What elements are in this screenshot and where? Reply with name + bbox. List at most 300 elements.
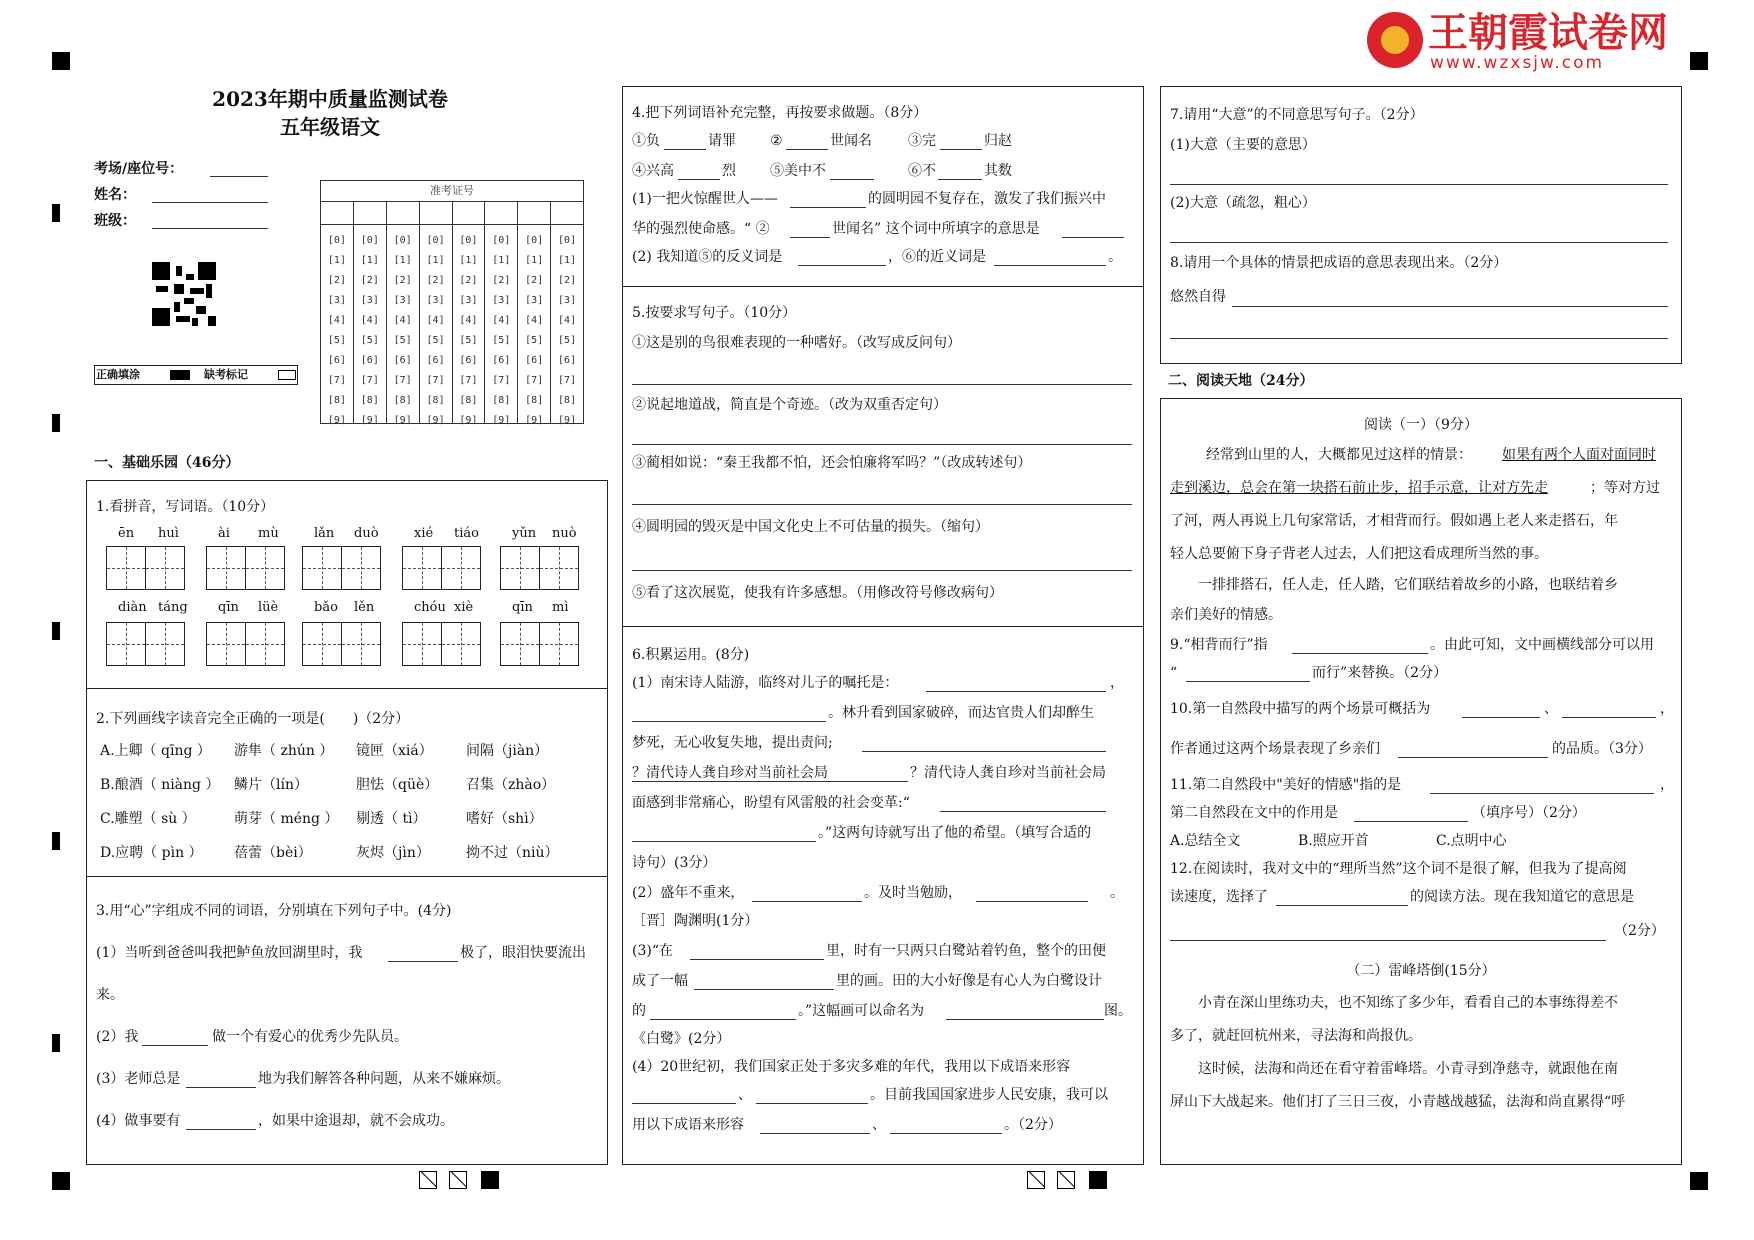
pinyin-syllable: qīn <box>512 600 533 615</box>
option-item[interactable]: C.雕塑（ sù ） <box>100 811 196 827</box>
pinyin-syllable: qīn <box>218 600 239 615</box>
pinyin-syllable: nuò <box>552 526 577 541</box>
answer-blank[interactable] <box>786 149 828 150</box>
answer-blank[interactable] <box>186 1087 256 1088</box>
id-digit-bubble[interactable]: [3] <box>327 295 346 306</box>
id-digit-bubble[interactable]: [9] <box>558 415 577 426</box>
question-text: (1)大意（主要的意思） <box>1170 137 1316 153</box>
question-text: 、 <box>738 1087 752 1103</box>
question-text: (3)“在 <box>632 943 673 959</box>
writing-grid[interactable] <box>500 622 578 666</box>
option-word: 镜匣（xiá） <box>356 743 433 759</box>
writing-cell[interactable] <box>539 622 579 666</box>
passage-text: 一排排搭石，任人走，任人踏，它们联结着故乡的小路，也联结着乡 <box>1198 577 1618 593</box>
answer-blank[interactable] <box>756 1103 868 1104</box>
writing-cell[interactable] <box>302 546 342 590</box>
pinyin-syllable: tiáo <box>454 526 479 541</box>
answer-line[interactable] <box>632 504 1132 505</box>
answer-blank[interactable] <box>798 265 886 266</box>
id-digit-bubble[interactable]: [7] <box>459 375 478 386</box>
question-text: (2) 我知道⑤的反义词是 <box>632 249 783 265</box>
id-digit-bubble[interactable]: [0] <box>558 235 577 246</box>
brand-logo-icon <box>1367 12 1423 68</box>
option-word: 嗜好（shì） <box>466 811 543 827</box>
question-text: 悠然自得 <box>1170 289 1226 305</box>
question-text: 成了一幅 <box>632 973 688 989</box>
question-text: 世闻名 <box>830 133 872 149</box>
option-c[interactable]: C.点明中心 <box>1436 833 1507 849</box>
answer-blank[interactable] <box>388 961 458 962</box>
id-digit-bubble[interactable]: [2] <box>426 275 445 286</box>
writing-grid[interactable] <box>402 622 480 666</box>
id-digit-bubble[interactable]: [6] <box>327 355 346 366</box>
question-text: 图。 <box>1104 1003 1132 1019</box>
question-text: 用以下成语来形容 <box>632 1117 744 1133</box>
id-digit-bubble[interactable]: [8] <box>459 395 478 406</box>
question-text: ， <box>1660 777 1674 793</box>
question-title: 1.看拼音，写词语。（10分） <box>96 499 275 515</box>
admission-id-label: 准考证号 <box>321 181 583 202</box>
question-text: (2)大意（疏忽，粗心） <box>1170 195 1316 211</box>
answer-blank[interactable] <box>1354 821 1468 822</box>
pinyin-syllable: xié <box>414 526 434 541</box>
answer-line[interactable] <box>1170 242 1668 243</box>
answer-blank[interactable] <box>694 989 834 990</box>
id-digit-bubble[interactable]: [6] <box>360 355 379 366</box>
timing-mark <box>52 1034 60 1052</box>
question-text: ，如果中途退却，就不会成功。 <box>258 1113 454 1129</box>
divider <box>622 626 1144 627</box>
answer-blank[interactable] <box>976 901 1088 902</box>
id-digit-column <box>321 225 354 426</box>
question-text: 面感到非常痛心，盼望有风雷般的社会变革:“ <box>632 795 910 811</box>
id-digit-bubble[interactable]: [5] <box>558 335 577 346</box>
id-entry-row[interactable] <box>321 202 583 224</box>
pinyin-syllable: lüè <box>258 600 279 615</box>
question-text: ？清代诗人龚自珍对当前社会局 <box>910 765 1106 781</box>
question-text: (4）做事要有 <box>96 1113 181 1129</box>
option-a[interactable]: A.总结全文 <box>1170 833 1241 849</box>
underlined-text: 如果有两个人面对面同时 <box>1502 447 1656 463</box>
question-text: 12.在阅读时，我对文中的“理所当然”这个词不是很了解，但我为了提高阅 <box>1170 861 1627 877</box>
question-text: 的品质。（3分） <box>1552 741 1652 757</box>
writing-grid[interactable] <box>206 622 284 666</box>
writing-grid[interactable] <box>106 546 184 590</box>
id-digit-bubble[interactable]: [6] <box>558 355 577 366</box>
question-text: ⑥不 <box>908 163 936 179</box>
option-b[interactable]: B.照应开首 <box>1298 833 1369 849</box>
writing-grid[interactable] <box>302 546 380 590</box>
question-text: 。”这两句诗就写出了他的希望。（填写合适的 <box>818 825 1092 841</box>
seat-field[interactable] <box>210 176 268 177</box>
id-digit-bubble[interactable]: [9] <box>327 415 346 426</box>
writing-cell[interactable] <box>106 546 146 590</box>
option-word: 召集（zhào） <box>466 777 556 793</box>
answer-blank[interactable] <box>632 781 908 782</box>
answer-blank[interactable] <box>790 237 830 238</box>
seat-label: 考场/座位号： <box>94 161 184 177</box>
id-digit-bubble[interactable]: [5] <box>360 335 379 346</box>
question-text: 的阅读方法。现在我知道它的意思是 <box>1410 889 1634 905</box>
question-text: 。 <box>1108 249 1122 265</box>
question-text: 请罪 <box>708 133 736 149</box>
id-digit-column <box>354 225 387 426</box>
id-digit-bubble[interactable]: [1] <box>459 255 478 266</box>
question-text: 。林升看到国家破碎，而达官贵人们却醉生 <box>828 705 1094 721</box>
registration-mark <box>52 52 70 70</box>
id-digit-bubble[interactable]: [7] <box>426 375 445 386</box>
page-mark <box>449 1171 467 1189</box>
id-digit-bubble[interactable]: [6] <box>459 355 478 366</box>
answer-blank[interactable] <box>994 265 1106 266</box>
id-digit-bubble[interactable]: [8] <box>492 395 511 406</box>
pinyin-syllable: mì <box>552 600 569 615</box>
legend-absent-label: 缺考标记 <box>204 368 248 381</box>
answer-blank[interactable] <box>938 179 982 180</box>
id-digit-bubble[interactable]: [2] <box>393 275 412 286</box>
question-text: ② <box>770 133 783 149</box>
timing-mark <box>52 832 60 850</box>
qr-code-icon <box>152 262 216 326</box>
question-text: 的圆明园不复存在，激发了我们振兴中 <box>868 191 1106 207</box>
question-text: ， <box>1660 701 1674 717</box>
pinyin-syllable: lěn <box>354 600 375 615</box>
question-title: 5.按要求写句子。（10分） <box>632 305 797 321</box>
question-text: 地为我们解答各种问题，从来不嫌麻烦。 <box>258 1071 510 1087</box>
question-text: 9.“相背而行”指 <box>1170 637 1268 653</box>
passage-text: 亲们美好的情感。 <box>1170 607 1282 623</box>
writing-grid[interactable] <box>302 622 380 666</box>
id-digit-bubble[interactable]: [4] <box>525 315 544 326</box>
question-text: ①这是别的鸟很难表现的一种嗜好。（改写成反问句） <box>632 335 961 351</box>
question-text: 世闻名” 这个词中所填字的意思是 <box>832 221 1040 237</box>
id-digit-bubble[interactable]: [7] <box>525 375 544 386</box>
id-digit-bubble[interactable]: [0] <box>360 235 379 246</box>
question-text: （填序号）（2分） <box>1472 805 1586 821</box>
question-text: 烈 <box>722 163 736 179</box>
id-digit-bubble[interactable]: [9] <box>426 415 445 426</box>
question-text: 里的画。田的大小好像是有心人为白鹭设计 <box>836 973 1102 989</box>
id-digit-bubble[interactable]: [3] <box>525 295 544 306</box>
id-digit-bubble[interactable]: [4] <box>393 315 412 326</box>
writing-cell[interactable] <box>341 546 381 590</box>
answer-line[interactable] <box>632 384 1132 385</box>
absent-mark-box[interactable] <box>278 370 296 380</box>
answer-blank[interactable] <box>862 751 1106 752</box>
writing-cell[interactable] <box>145 546 185 590</box>
writing-cell[interactable] <box>441 546 481 590</box>
answer-blank[interactable] <box>632 1103 736 1104</box>
brand-url: www.wzxsjw.com <box>1430 53 1605 73</box>
id-digit-bubble[interactable]: [3] <box>492 295 511 306</box>
id-digit-bubble[interactable]: [1] <box>360 255 379 266</box>
pinyin-syllable: ēn <box>118 526 135 541</box>
answer-blank[interactable] <box>664 149 706 150</box>
question-text: (3）老师总是 <box>96 1071 181 1087</box>
admission-id-grid <box>320 180 584 424</box>
id-digit-bubble[interactable]: [0] <box>327 235 346 246</box>
pinyin-syllable: yǔn <box>512 526 537 541</box>
answer-blank[interactable] <box>678 179 720 180</box>
id-digit-bubble[interactable]: [2] <box>327 275 346 286</box>
answer-line[interactable] <box>1170 940 1606 941</box>
id-digit-bubble[interactable]: [7] <box>327 375 346 386</box>
question-text: ③蔺相如说：“秦王我都不怕，还会怕廉将军吗？”（改成转述句） <box>632 455 1032 471</box>
id-digit-bubble[interactable]: [1] <box>327 255 346 266</box>
page-mark <box>1027 1171 1045 1189</box>
writing-cell[interactable] <box>402 622 442 666</box>
writing-cell[interactable] <box>302 622 342 666</box>
writing-cell[interactable] <box>145 622 185 666</box>
page-mark <box>1057 1171 1075 1189</box>
answer-blank[interactable] <box>1430 793 1654 794</box>
filled-sample-icon <box>170 370 190 380</box>
id-digit-bubble[interactable]: [9] <box>459 415 478 426</box>
pinyin-syllable: diàn <box>118 600 147 615</box>
id-digit-bubble[interactable]: [3] <box>393 295 412 306</box>
writing-cell[interactable] <box>402 546 442 590</box>
id-digit-column <box>420 225 453 426</box>
answer-blank[interactable] <box>1562 717 1656 718</box>
id-digit-bubble[interactable]: [6] <box>393 355 412 366</box>
pinyin-syllable: bǎo <box>314 600 338 615</box>
id-digit-bubble[interactable]: [1] <box>426 255 445 266</box>
passage-text: 了河，两人再说上几句家常话，才相背而行。假如遇上老人来走搭石，年 <box>1170 513 1618 529</box>
answer-blank[interactable] <box>1398 757 1548 758</box>
question-text: 做一个有爱心的优秀少先队员。 <box>212 1029 408 1045</box>
id-digit-bubble[interactable]: [1] <box>558 255 577 266</box>
question-text: 梦死，无心收复失地，提出责问; <box>632 735 833 751</box>
answer-blank[interactable] <box>632 721 826 722</box>
option-item[interactable]: B.酿酒（ niàng ） <box>100 777 220 793</box>
question-text: (1）当听到爸爸叫我把鲈鱼放回湖里时，我 <box>96 945 363 961</box>
question-text: ④圆明园的毁灭是中国文化史上不可估量的损失。（缩句） <box>632 519 989 535</box>
writing-cell[interactable] <box>341 622 381 666</box>
answer-blank[interactable] <box>926 691 1106 692</box>
answer-line[interactable] <box>1232 306 1668 307</box>
question-text: 第二自然段在文中的作用是 <box>1170 805 1338 821</box>
id-digit-bubble[interactable]: [7] <box>492 375 511 386</box>
question-text: 。（2分） <box>1004 1117 1062 1133</box>
answer-blank[interactable] <box>830 179 874 180</box>
answer-line[interactable] <box>632 444 1132 445</box>
registration-mark <box>1690 52 1708 70</box>
writing-cell[interactable] <box>206 622 246 666</box>
id-digit-bubble[interactable]: [2] <box>525 275 544 286</box>
id-digit-bubble[interactable]: [2] <box>492 275 511 286</box>
id-digit-bubble[interactable]: [5] <box>492 335 511 346</box>
id-digit-bubble[interactable]: [5] <box>459 335 478 346</box>
answer-blank[interactable] <box>1186 681 1310 682</box>
id-digit-bubble[interactable]: [0] <box>492 235 511 246</box>
id-bubble-columns[interactable] <box>321 224 583 426</box>
id-digit-bubble[interactable]: [8] <box>327 395 346 406</box>
question-title: 2.下列画线字读音完全正确的一项是( )（2分） <box>96 711 410 727</box>
writing-grid[interactable] <box>206 546 284 590</box>
question-text: ④兴高 <box>632 163 674 179</box>
question-text: ②说起地道战，简直是个奇迹。（改为双重否定句） <box>632 397 947 413</box>
writing-cell[interactable] <box>500 622 540 666</box>
id-digit-bubble[interactable]: [5] <box>327 335 346 346</box>
writing-cell[interactable] <box>106 622 146 666</box>
answer-blank[interactable] <box>1276 905 1408 906</box>
writing-grid[interactable] <box>402 546 480 590</box>
id-digit-bubble[interactable]: [9] <box>525 415 544 426</box>
id-digit-bubble[interactable]: [3] <box>426 295 445 306</box>
id-digit-bubble[interactable]: [5] <box>426 335 445 346</box>
id-digit-bubble[interactable]: [8] <box>558 395 577 406</box>
id-digit-bubble[interactable]: [8] <box>393 395 412 406</box>
id-digit-column <box>485 225 518 426</box>
answer-blank[interactable] <box>186 1129 256 1130</box>
timing-mark <box>52 622 60 640</box>
option-word: 鳞片（lín） <box>234 777 308 793</box>
option-word: 游隼（ zhún ） <box>234 743 334 759</box>
answer-line[interactable] <box>632 570 1132 571</box>
option-word: 间隔（jiàn） <box>466 743 549 759</box>
question-text: (1)一把火惊醒世人—— <box>632 191 778 207</box>
answer-line[interactable] <box>1170 338 1668 339</box>
question-title: 7.请用“大意”的不同意思写句子。（2分） <box>1170 107 1424 123</box>
id-digit-bubble[interactable]: [0] <box>426 235 445 246</box>
passage-text: 多了，就赶回杭州来，寻法海和尚报仇。 <box>1170 1028 1422 1044</box>
question-text: 11.第二自然段中"美好的情感"指的是 <box>1170 777 1402 793</box>
divider <box>86 876 608 877</box>
id-digit-bubble[interactable]: [6] <box>426 355 445 366</box>
writing-cell[interactable] <box>245 622 285 666</box>
id-digit-bubble[interactable]: [0] <box>393 235 412 246</box>
question-text: 。”这幅画可以命名为 <box>798 1003 925 1019</box>
id-digit-bubble[interactable]: [2] <box>558 275 577 286</box>
answer-blank[interactable] <box>760 1133 870 1134</box>
pinyin-syllable: chóu <box>414 600 446 615</box>
question-text: 华的强烈使命感。“ ② <box>632 221 770 237</box>
name-field[interactable] <box>152 202 268 203</box>
id-digit-bubble[interactable]: [4] <box>360 315 379 326</box>
answer-blank[interactable] <box>1062 237 1124 238</box>
question-text: 。 <box>1110 885 1124 901</box>
writing-cell[interactable] <box>206 546 246 590</box>
question-text: ，⑥的近义词是 <box>888 249 986 265</box>
question-text: (4）20世纪初，我们国家正处于多灾多难的年代，我用以下成语来形容 <box>632 1059 1071 1075</box>
id-digit-bubble[interactable]: [7] <box>393 375 412 386</box>
id-digit-bubble[interactable]: [8] <box>360 395 379 406</box>
answer-blank[interactable] <box>142 1045 208 1046</box>
id-digit-bubble[interactable]: [4] <box>426 315 445 326</box>
writing-grid[interactable] <box>106 622 184 666</box>
writing-cell[interactable] <box>539 546 579 590</box>
answer-blank[interactable] <box>940 149 982 150</box>
question-text: 《白鹭》(2分） <box>632 1031 731 1047</box>
id-digit-bubble[interactable]: [5] <box>393 335 412 346</box>
id-digit-bubble[interactable]: [7] <box>558 375 577 386</box>
answer-blank[interactable] <box>940 811 1106 812</box>
id-digit-bubble[interactable]: [9] <box>393 415 412 426</box>
id-digit-bubble[interactable]: [3] <box>558 295 577 306</box>
id-digit-bubble[interactable]: [0] <box>459 235 478 246</box>
question-text: 的 <box>632 1003 646 1019</box>
answer-blank[interactable] <box>632 841 816 842</box>
id-digit-bubble[interactable]: [3] <box>360 295 379 306</box>
id-digit-bubble[interactable]: [5] <box>525 335 544 346</box>
id-digit-bubble[interactable]: [9] <box>492 415 511 426</box>
id-digit-bubble[interactable]: [4] <box>459 315 478 326</box>
id-digit-bubble[interactable]: [1] <box>393 255 412 266</box>
writing-cell[interactable] <box>245 546 285 590</box>
id-digit-bubble[interactable]: [3] <box>459 295 478 306</box>
passage-text: 屏山下大战起来。他们打了三日三夜，小青越战越猛，法海和尚直累得“呼 <box>1170 1094 1626 1110</box>
passage-text: 轻人总要俯下身子背老人过去，人们把这看成理所当然的事。 <box>1170 546 1548 562</box>
question-text: 其数 <box>984 163 1012 179</box>
id-digit-bubble[interactable]: [7] <box>360 375 379 386</box>
id-digit-bubble[interactable]: [2] <box>360 275 379 286</box>
question-text: ⑤美中不 <box>770 163 826 179</box>
id-digit-bubble[interactable]: [4] <box>558 315 577 326</box>
id-digit-bubble[interactable]: [2] <box>459 275 478 286</box>
answer-blank[interactable] <box>1462 717 1540 718</box>
id-digit-bubble[interactable]: [4] <box>327 315 346 326</box>
id-digit-bubble[interactable]: [0] <box>525 235 544 246</box>
brand-name: 王朝霞试卷网 <box>1428 10 1668 56</box>
question-text: 读速度，选择了 <box>1170 889 1268 905</box>
id-digit-bubble[interactable]: [1] <box>492 255 511 266</box>
registration-mark <box>1690 1172 1708 1190</box>
question-text: 作者通过这两个场景表现了乡亲们 <box>1170 741 1380 757</box>
pinyin-syllable: mù <box>258 526 279 541</box>
class-field[interactable] <box>152 228 268 229</box>
question-text: (1）南宋诗人陆游，临终对儿子的嘱托是： <box>632 675 899 691</box>
id-digit-bubble[interactable]: [4] <box>492 315 511 326</box>
id-digit-bubble[interactable]: [6] <box>492 355 511 366</box>
pinyin-syllable: huì <box>158 526 179 541</box>
answer-blank[interactable] <box>790 207 866 208</box>
writing-cell[interactable] <box>500 546 540 590</box>
question-text: (2）盛年不重来， <box>632 885 745 901</box>
answer-line[interactable] <box>1170 184 1668 185</box>
answer-blank[interactable] <box>890 1133 1002 1134</box>
option-word: 萌芽（ méng ） <box>234 811 339 827</box>
option-word: 拗不过（niù） <box>466 845 559 861</box>
divider <box>622 286 1144 287</box>
option-word: 剔透（ tì） <box>356 811 427 827</box>
id-digit-bubble[interactable]: [8] <box>525 395 544 406</box>
question-text: 里，时有一只两只白鹭站着钓鱼，整个的田便 <box>826 943 1106 959</box>
writing-grid[interactable] <box>500 546 578 590</box>
answer-blank[interactable] <box>752 901 862 902</box>
id-digit-bubble[interactable]: [6] <box>525 355 544 366</box>
passage-title: （二）雷峰塔倒(15分） <box>1346 963 1496 979</box>
writing-cell[interactable] <box>441 622 481 666</box>
answer-blank[interactable] <box>650 1019 796 1020</box>
id-digit-bubble[interactable]: [9] <box>360 415 379 426</box>
id-digit-column <box>387 225 420 426</box>
section-title: 二、阅读天地（24分） <box>1168 373 1314 389</box>
pinyin-syllable: lǎn <box>314 526 335 541</box>
question-title: 4.把下列词语补充完整，再按要求做题。（8分） <box>632 105 928 121</box>
answer-blank[interactable] <box>946 1019 1104 1020</box>
option-item[interactable]: A.上卿（ qīng ） <box>100 743 211 759</box>
id-digit-bubble[interactable]: [1] <box>525 255 544 266</box>
answer-blank[interactable] <box>690 959 824 960</box>
question-text: ①负 <box>632 133 660 149</box>
question-text: ［晋］陶渊明(1分） <box>632 913 759 929</box>
option-item[interactable]: D.应聘（ pìn ） <box>100 845 203 861</box>
id-digit-bubble[interactable]: [8] <box>426 395 445 406</box>
timing-mark <box>52 204 60 222</box>
answer-blank[interactable] <box>1292 653 1428 654</box>
question-text: 。由此可知，文中画横线部分可以用 <box>1430 637 1654 653</box>
section-title: 一、基础乐园（46分） <box>94 455 240 471</box>
